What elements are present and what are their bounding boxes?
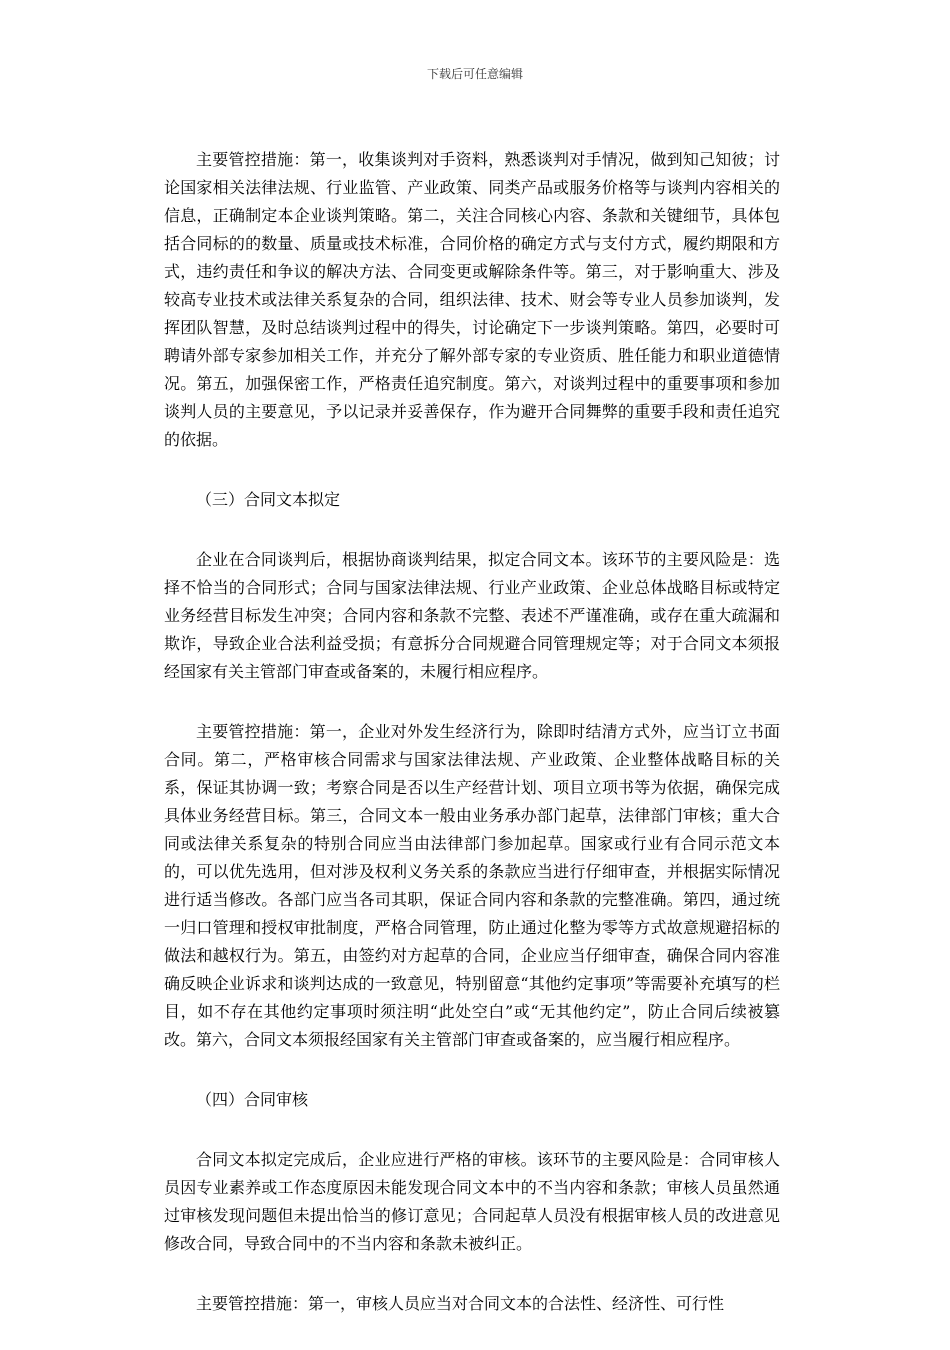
document-body: [164, 146, 780, 1350]
page-header: 下载后可任意编辑: [426, 67, 523, 81]
paragraph-negotiation-controls: 主要管控措施：第一，收集谈判对手资料，熟悉谈判对手情况，做到知己知彼；讨论国家相关法律法规、行业监管、产业政策、同类产品或服务价格等与谈判内容相关的信息，正确制定本企业谈判策略。第二，关注合同核心内容、条款和关键细节，具体包括合同标的的数量、质量或技术标准，合同价格的确定方式与支付方式，履约期限和方式，违约责任和争议的解决方法、合同变更或解除条件等。第三，对于影响重大、涉及较高专业技术或法律关系复杂的合同，组织法律、技术、财会等专业人员参加谈判，发挥团队智慧，及时总结谈判过程中的得失，讨论确定下一步谈判策略。第四，必要时可聘请外部专家参加相关工作，并充分了解外部专家的专业资质、胜任能力和职业道德情况。第五，加强保密工作，严格责任追究制度。第六，对谈判过程中的重要事项和参加谈判人员的主要意见，予以记录并妥善保存，作为避开合同舞弊的重要手段和责任追究的依据。: [164, 150, 780, 449]
paragraph-drafting-controls: 主要管控措施：第一，企业对外发生经济行为，除即时结清方式外，应当订立书面合同。第二，严格审核合同需求与国家法律法规、产业政策、企业整体战略目标的关系，保证其协调一致；考察合同是否以生产经营计划、项目立项书等为依据，确保完成具体业务经营目标。第三，合同文本一般由业务承办部门起草，法律部门审核；重大合同或法律关系复杂的特别合同应当由法律部门参加起草。国家或行业有合同示范文本的，可以优先选用，但对涉及权利义务关系的条款应当进行仔细审查，并根据实际情况进行适当修改。各部门应当各司其职，保证合同内容和条款的完整准确。第四，通过统一归口管理和授权审批制度，严格合同管理，防止通过化整为零等方式故意规避招标的做法和越权行为。第五，由签约对方起草的合同，企业应当仔细审查，确保合同内容准确反映企业诉求和谈判达成的一致意见，特别留意“其他约定事项”等需要补充填写的栏目，如不存在其他约定事项时须注明“此处空白”或“无其他约定”，防止合同后续被篡改。第六，合同文本须报经国家有关主管部门审查或备案的，应当履行相应程序。: [164, 722, 780, 1049]
section-heading-contract-drafting: （三）合同文本拟定: [196, 490, 341, 509]
section-heading-contract-review: （四）合同审核: [196, 1090, 309, 1109]
paragraph-review-risks: 合同文本拟定完成后，企业应进行严格的审核。该环节的主要风险是：合同审核人员因专业素养或工作态度原因未能发现合同文本中的不当内容和条款；审核人员虽然通过审核发现问题但未提出恰当的修订意见；合同起草人员没有根据审核人员的改进意见修改合同，导致合同中的不当内容和条款未被纠正。: [164, 1150, 780, 1253]
paragraph-review-controls: 主要管控措施：第一，审核人员应当对合同文本的合法性、经济性、可行性: [196, 1294, 725, 1313]
paragraph-drafting-risks: 企业在合同谈判后，根据协商谈判结果，拟定合同文本。该环节的主要风险是：选择不恰当的合同形式；合同与国家法律法规、行业产业政策、企业总体战略目标或特定业务经营目标发生冲突；合同内容和条款不完整、表述不严谨准确，或存在重大疏漏和欺诈，导致企业合法利益受损；有意拆分合同规避合同管理规定等；对于合同文本须报经国家有关主管部门审查或备案的，未履行相应程序。: [164, 550, 780, 681]
